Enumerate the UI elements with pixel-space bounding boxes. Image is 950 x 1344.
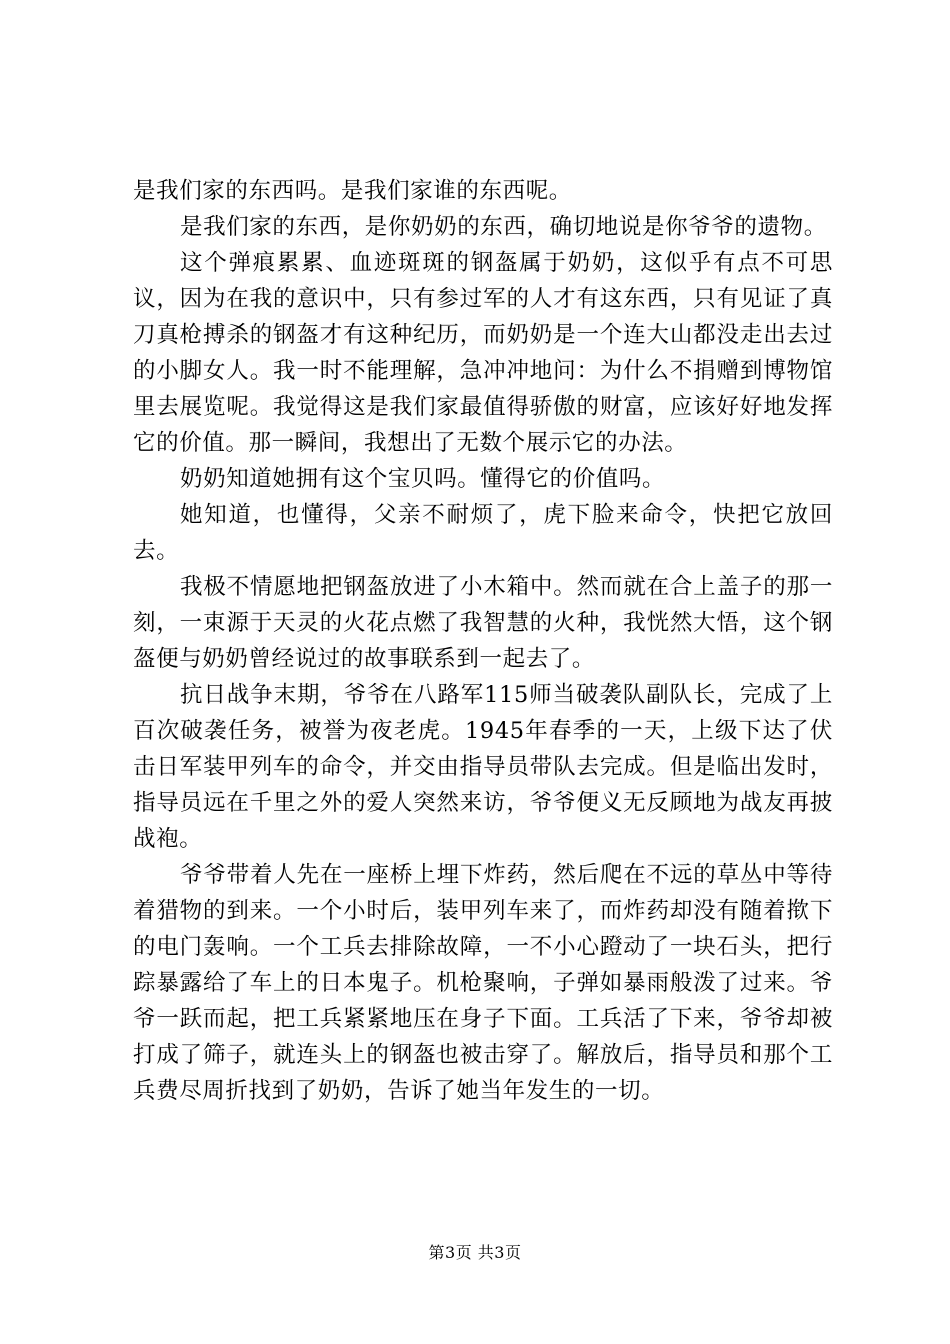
document-body — [133, 173, 833, 1109]
paragraph: 是我们家的东西吗。是我们家谁的东西呢。 — [133, 178, 572, 204]
page-number-footer: 第3页 共3页 — [428, 1243, 522, 1262]
paragraph: 我极不情愿地把钢盔放进了小木箱中。然而就在合上盖子的那一刻，一束源于天灵的火花点燃了我智慧的火种，我恍然大悟，这个钢盔便与奶奶曾经说过的故事联系到一起去了。 — [133, 574, 833, 672]
paragraph: 爷爷带着人先在一座桥上埋下炸药，然后爬在不远的草丛中等待着猎物的到来。一个小时后，装甲列车来了，而炸药却没有随着揿下的电门轰响。一个工兵去排除故障，一不小心蹬动了一块石头，把行踪暴露给了车上的日本鬼子。机枪聚响，子弹如暴雨般泼了过来。爷爷一跃而起，把工兵紧紧地压在身子下面。工兵活了下来，爷爷却被打成了筛子，就连头上的钢盔也被击穿了。解放后，指导员和那个工兵费尽周折找到了奶奶，告诉了她当年发生的一切。 — [133, 862, 833, 1104]
paragraph: 抗日战争末期，爷爷在八路军115师当破袭队副队长，完成了上百次破袭任务，被誉为夜老虎。1945年春季的一天，上级下达了伏击日军装甲列车的命令，并交由指导员带队去完成。但是临出发时，指导员远在千里之外的爱人突然来访，爷爷便义无反顾地为战友再披战袍。 — [133, 682, 833, 852]
paragraph: 这个弹痕累累、血迹斑斑的钢盔属于奶奶，这似乎有点不可思议，因为在我的意识中，只有参过军的人才有这东西，只有见证了真刀真枪搏杀的钢盔才有这种纪历，而奶奶是一个连大山都没走出去过的小脚女人。我一时不能理解，急冲冲地问：为什么不捐赠到博物馆里去展览呢。我觉得这是我们家最值得骄傲的财富，应该好好地发挥它的价值。那一瞬间，我想出了无数个展示它的办法。 — [133, 250, 833, 456]
paragraph: 她知道，也懂得，父亲不耐烦了，虎下脸来命令，快把它放回去。 — [133, 502, 833, 564]
paragraph: 是我们家的东西，是你奶奶的东西，确切地说是你爷爷的遗物。 — [180, 214, 827, 240]
paragraph: 奶奶知道她拥有这个宝贝吗。懂得它的价值吗。 — [180, 466, 666, 492]
